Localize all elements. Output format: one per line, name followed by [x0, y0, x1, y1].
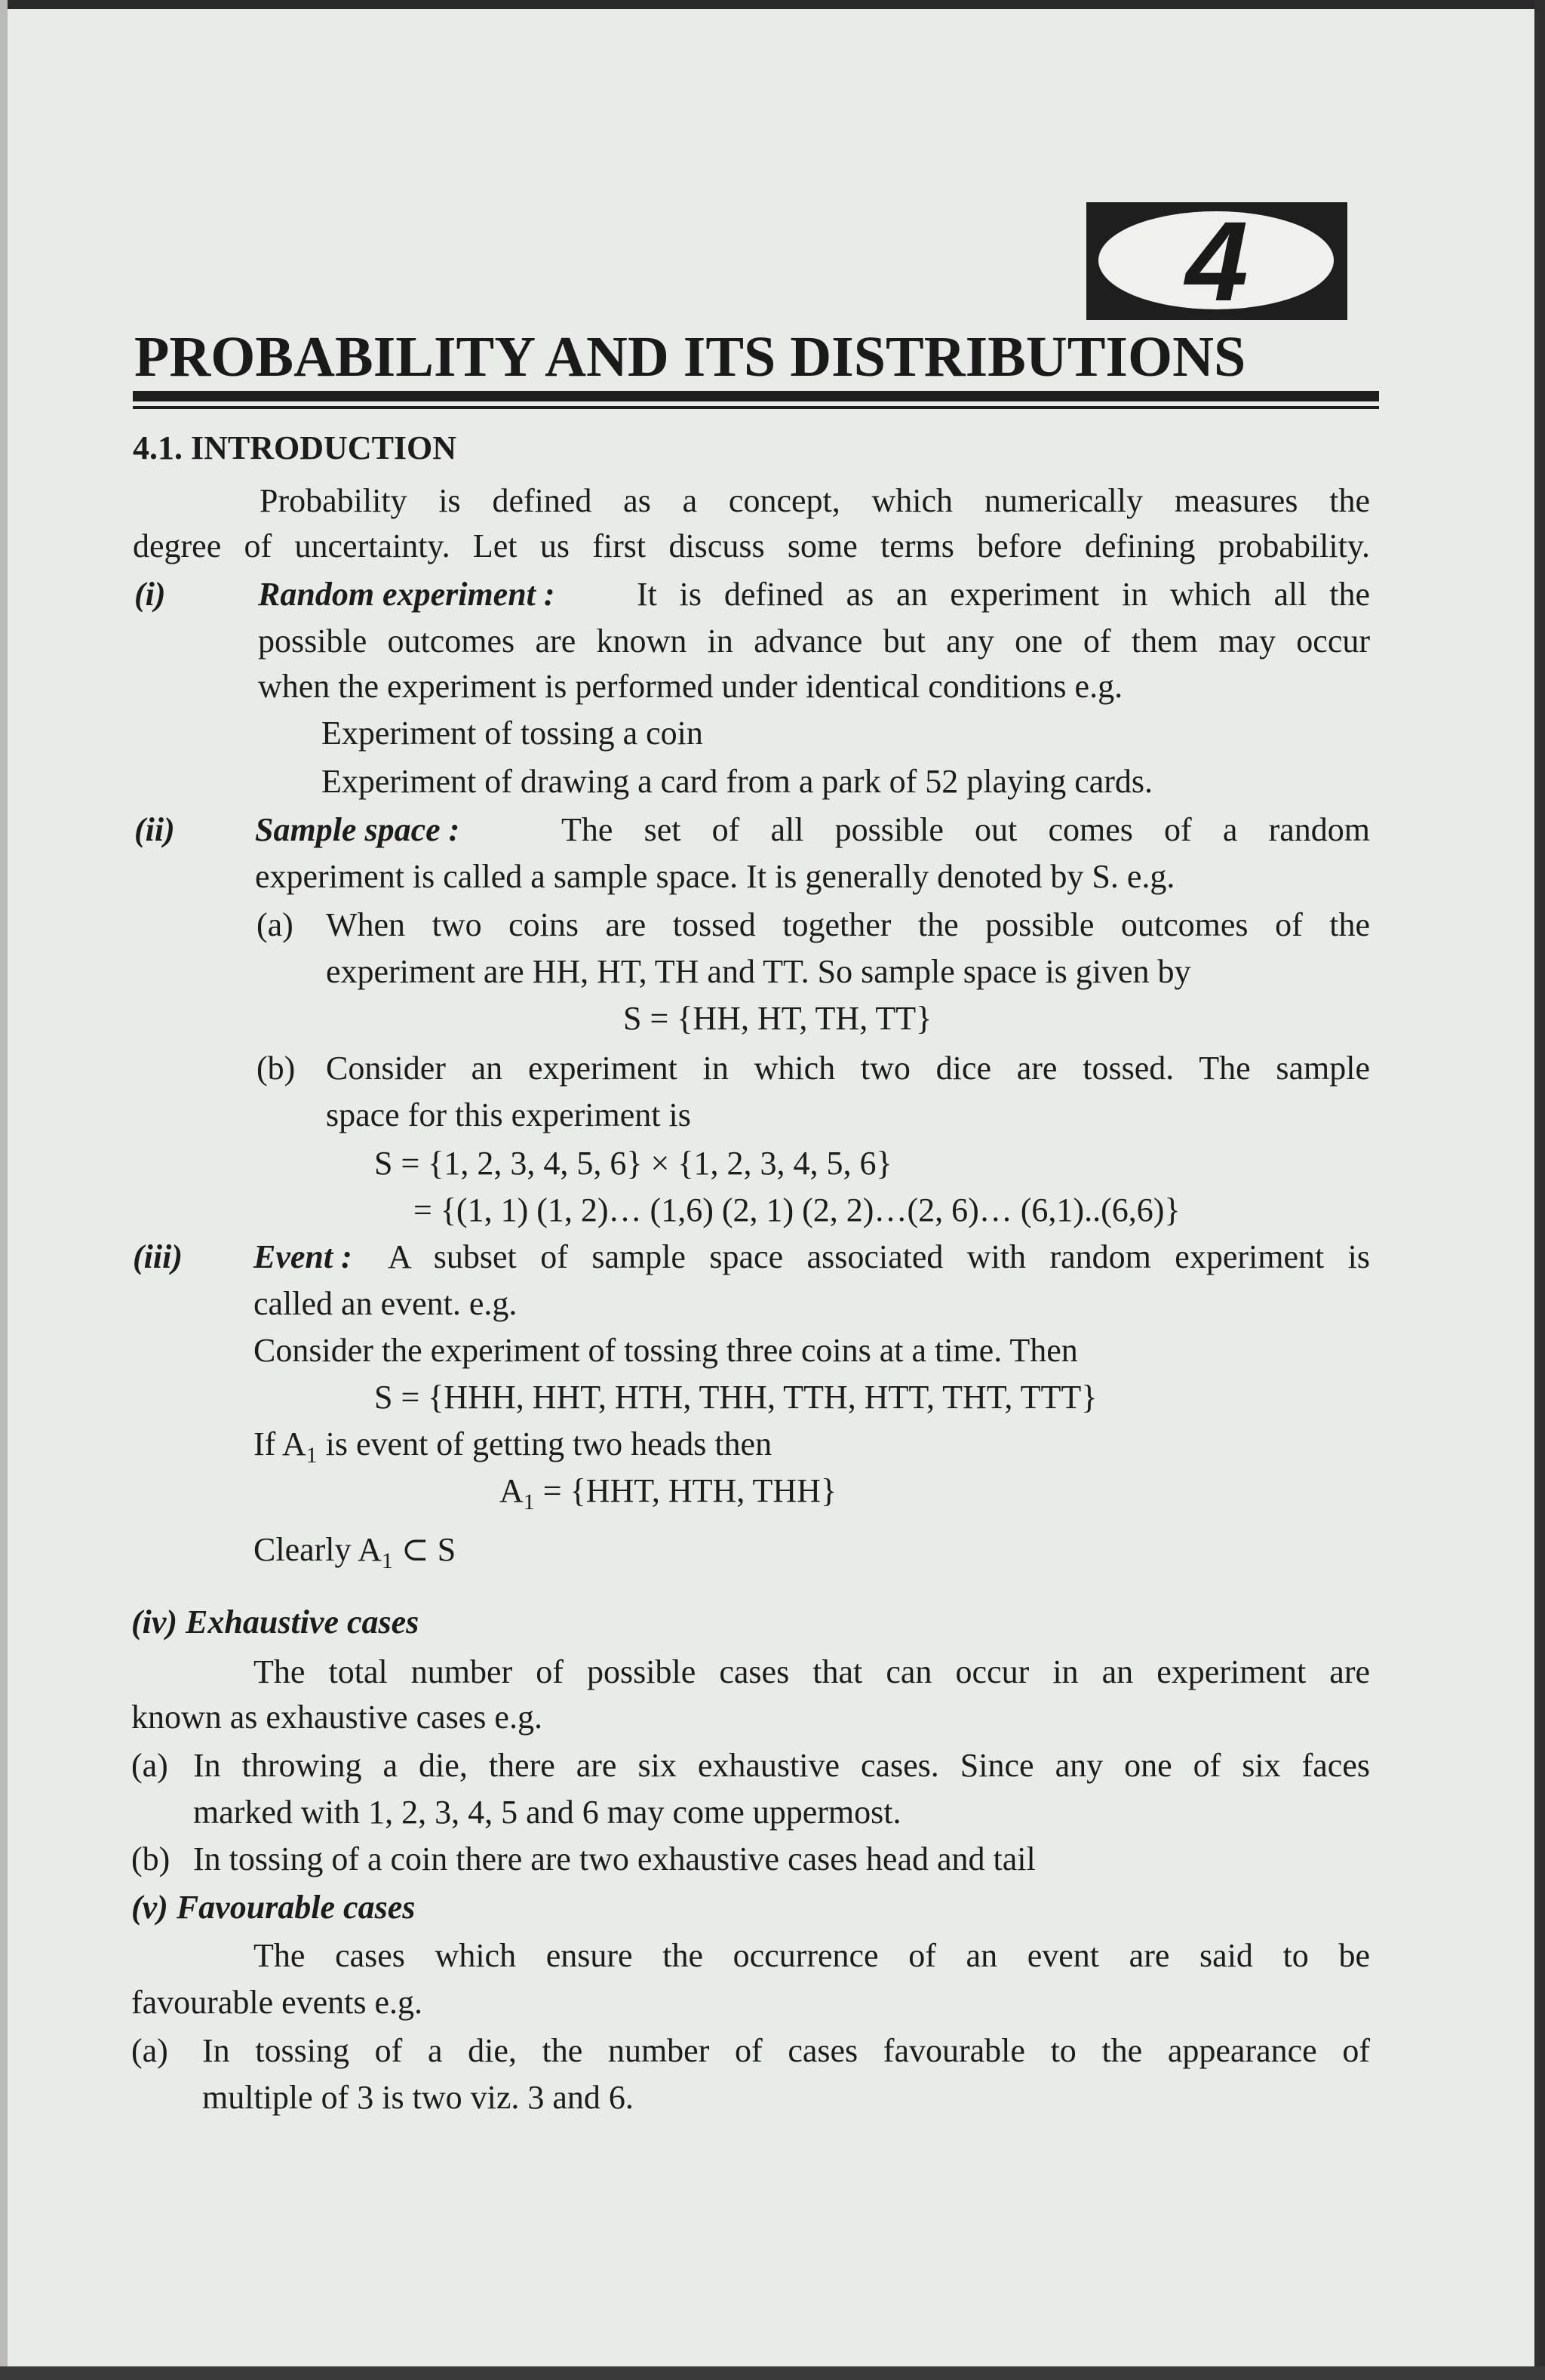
- title-rule-thin: [133, 406, 1379, 409]
- scan-bottom-edge: [0, 2366, 1545, 2380]
- sample-space-b-line-2: space for this experiment is: [326, 1096, 691, 1133]
- sample-space-b-line-1: Consider an experiment in which two dice are tossed. The sample: [326, 1050, 1370, 1087]
- clearly-pre: Clearly A: [253, 1531, 382, 1568]
- numeral-iii: (iii): [133, 1238, 183, 1275]
- random-experiment-line-1: It is defined as an experiment in which all the: [637, 576, 1370, 613]
- formula-dice-product: S = {1, 2, 3, 4, 5, 6} × {1, 2, 3, 4, 5, 6}: [374, 1145, 892, 1182]
- clearly-post: ⊂ S: [392, 1531, 456, 1568]
- heading-exhaustive-cases: (iv) Exhaustive cases: [131, 1604, 419, 1640]
- chapter-number: 4: [1185, 198, 1249, 324]
- favourable-a-line-2: multiple of 3 is two viz. 3 and 6.: [202, 2079, 634, 2116]
- title-rule-thick: [133, 391, 1379, 401]
- intro-line-2: degree of uncertainty. Let us first discuss some terms before defining probability.: [133, 527, 1370, 564]
- sample-space-a-line-1: When two coins are tossed together the possible outcomes of the: [326, 906, 1370, 943]
- numeral-ii: (ii): [134, 811, 175, 848]
- event-if-pre: If A: [253, 1425, 306, 1462]
- formula-a1-post: = {HHT, HTH, THH}: [534, 1472, 837, 1509]
- favourable-line-2: favourable events e.g.: [131, 1984, 423, 2021]
- clearly-sub: 1: [381, 1548, 393, 1573]
- chapter-title: PROBABILITY AND ITS DISTRIBUTIONS: [134, 325, 1246, 389]
- section-heading: 4.1. INTRODUCTION: [133, 429, 457, 466]
- event-line-2: called an event. e.g.: [253, 1285, 518, 1322]
- favourable-a-line-1: In tossing of a die, the number of cases favourable to the appearance of: [202, 2032, 1370, 2069]
- term-event: Event :: [253, 1238, 352, 1275]
- event-if-post: is event of getting two heads then: [317, 1425, 772, 1462]
- event-line-1: A subset of sample space associated with random experiment is: [388, 1238, 1370, 1275]
- event-if-sub: 1: [306, 1442, 318, 1468]
- exhaustive-line-2: known as exhaustive cases e.g.: [131, 1699, 542, 1736]
- formula-a1-pre: A: [499, 1472, 524, 1509]
- intro-line-1: Probability is defined as a concept, which numerically measures the: [260, 482, 1370, 519]
- formula-three-coins: S = {HHH, HHT, HTH, THH, TTH, HTT, THT, TTT}: [374, 1379, 1098, 1416]
- numeral-i: (i): [134, 576, 166, 613]
- favourable-line-1: The cases which ensure the occurrence of an event are said to be: [253, 1937, 1370, 1974]
- formula-a1-sub: 1: [523, 1489, 535, 1514]
- exhaustive-a-label: (a): [131, 1747, 168, 1784]
- scan-left-edge: [0, 0, 8, 2380]
- term-sample-space: Sample space :: [255, 811, 460, 848]
- scan-top-edge: [0, 0, 1545, 9]
- formula-dice-pairs: = {(1, 1) (1, 2)… (1,6) (2, 1) (2, 2)…(2, 6)… (6,1)..(6,6)}: [413, 1192, 1181, 1228]
- event-line-3: Consider the experiment of tossing three coins at a time. Then: [253, 1332, 1078, 1369]
- event-if-line: [253, 1425, 772, 1468]
- random-experiment-line-2: possible outcomes are known in advance but any one of them may occur: [258, 623, 1370, 660]
- sample-space-b-label: (b): [256, 1050, 296, 1087]
- chapter-number-badge: [1086, 198, 1347, 324]
- sample-space-line-2: experiment is called a sample space. It is generally denoted by S. e.g.: [255, 858, 1175, 895]
- exhaustive-b-label: (b): [131, 1840, 170, 1877]
- sample-space-a-label: (a): [256, 906, 293, 943]
- heading-favourable-cases: (v) Favourable cases: [131, 1889, 416, 1926]
- exhaustive-b-line: In tossing of a coin there are two exhaustive cases head and tail: [193, 1840, 1036, 1877]
- sample-space-a-line-2: experiment are HH, HT, TH and TT. So sample space is given by: [326, 953, 1191, 990]
- random-experiment-line-3: when the experiment is performed under identical conditions e.g.: [258, 668, 1123, 705]
- term-random-experiment: Random experiment :: [258, 576, 555, 613]
- sample-space-line-1: The set of all possible out comes of a random: [561, 811, 1370, 848]
- clearly-line: [253, 1530, 456, 1573]
- favourable-a-label: (a): [131, 2032, 168, 2069]
- formula-coins-sample-space: S = {HH, HT, TH, TT}: [623, 1000, 932, 1037]
- exhaustive-a-line-1: In throwing a die, there are six exhaustive cases. Since any one of six faces: [193, 1747, 1370, 1784]
- exhaustive-a-line-2: marked with 1, 2, 3, 4, 5 and 6 may come uppermost.: [193, 1794, 902, 1831]
- formula-a1: [499, 1471, 837, 1514]
- exhaustive-line-1: The total number of possible cases that can occur in an experiment are: [253, 1653, 1370, 1690]
- example-drawing-card: Experiment of drawing a card from a park of 52 playing cards.: [321, 763, 1153, 800]
- example-tossing-coin: Experiment of tossing a coin: [321, 715, 703, 752]
- scan-right-edge: [1534, 0, 1545, 2380]
